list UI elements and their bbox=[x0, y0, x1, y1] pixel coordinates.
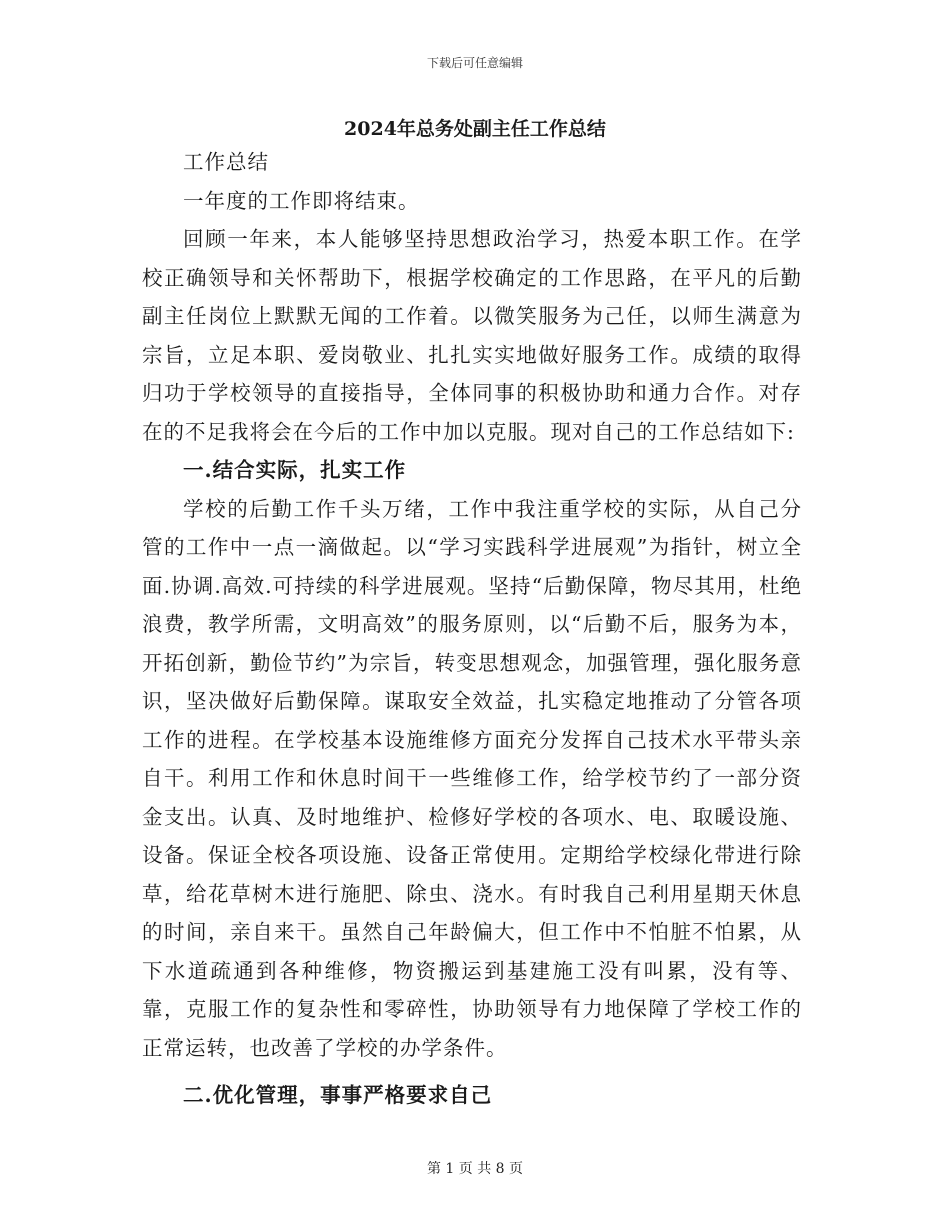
page-number: 第 1 页 共 8 页 bbox=[426, 1161, 524, 1177]
document-body bbox=[142, 143, 802, 1115]
document-title: 2024年总务处副主任工作总结 bbox=[344, 118, 606, 140]
paragraph-work-summary-label: 工作总结 bbox=[183, 150, 269, 174]
section-2-heading: 二.优化管理，事事严格要求自己 bbox=[183, 1083, 493, 1107]
section-1-body: 学校的后勤工作千头万绪，工作中我注重学校的实际，从自己分管的工作中一点一滴做起。以“学习实践科学进展观”为指针，树立全面.协调.高效.可持续的科学进展观。坚持“后勤保障，物尽其用，杜绝浪费，教学所需，文明高效”的服务原则，以“后勤不后，服务为本，开拓创新，勤俭节约”为宗旨，转变思想观念，加强管理，强化服务意识，坚决做好后勤保障。谋取安全效益，扎实稳定地推动了分管各项工作的进程。在学校基本设施维修方面充分发挥自己技术水平带头亲自干。利用工作和休息时间干一些维修工作，给学校节约了一部分资金支出。认真、及时地维护、检修好学校的各项水、电、取暖设施、设备。保证全校各项设施、设备正常使用。定期给学校绿化带进行除草，给花草树木进行施肥、除虫、浇水。有时我自己利用星期天休息的时间，亲自来干。虽然自己年龄偏大，但工作中不怕脏不怕累，从下水道疏通到各种维修，物资搬运到基建施工没有叫累，没有等、靠，克服工作的复杂性和零碎性，协助领导有力地保障了学校工作的正常运转，也改善了学校的办学条件。 bbox=[142, 496, 802, 1060]
paragraph-year-ending: 一年度的工作即将结束。 bbox=[183, 188, 420, 213]
paragraph-review: 回顾一年来，本人能够坚持思想政治学习，热爱本职工作。在学校正确领导和关怀帮助下，根据学校确定的工作思路，在平凡的后勤副主任岗位上默默无闻的工作着。以微笑服务为己任，以师生满意为宗旨，立足本职、爱岗敬业、扎扎实实地做好服务工作。成绩的取得归功于学校领导的直接指导，全体同事的积极协助和通力合作。对存在的不足我将会在今后的工作中加以克服。现对自己的工作总结如下: bbox=[142, 227, 802, 444]
page-header-note: 下载后可任意编辑 bbox=[426, 56, 523, 70]
section-1-heading: 一.结合实际，扎实工作 bbox=[183, 458, 407, 482]
